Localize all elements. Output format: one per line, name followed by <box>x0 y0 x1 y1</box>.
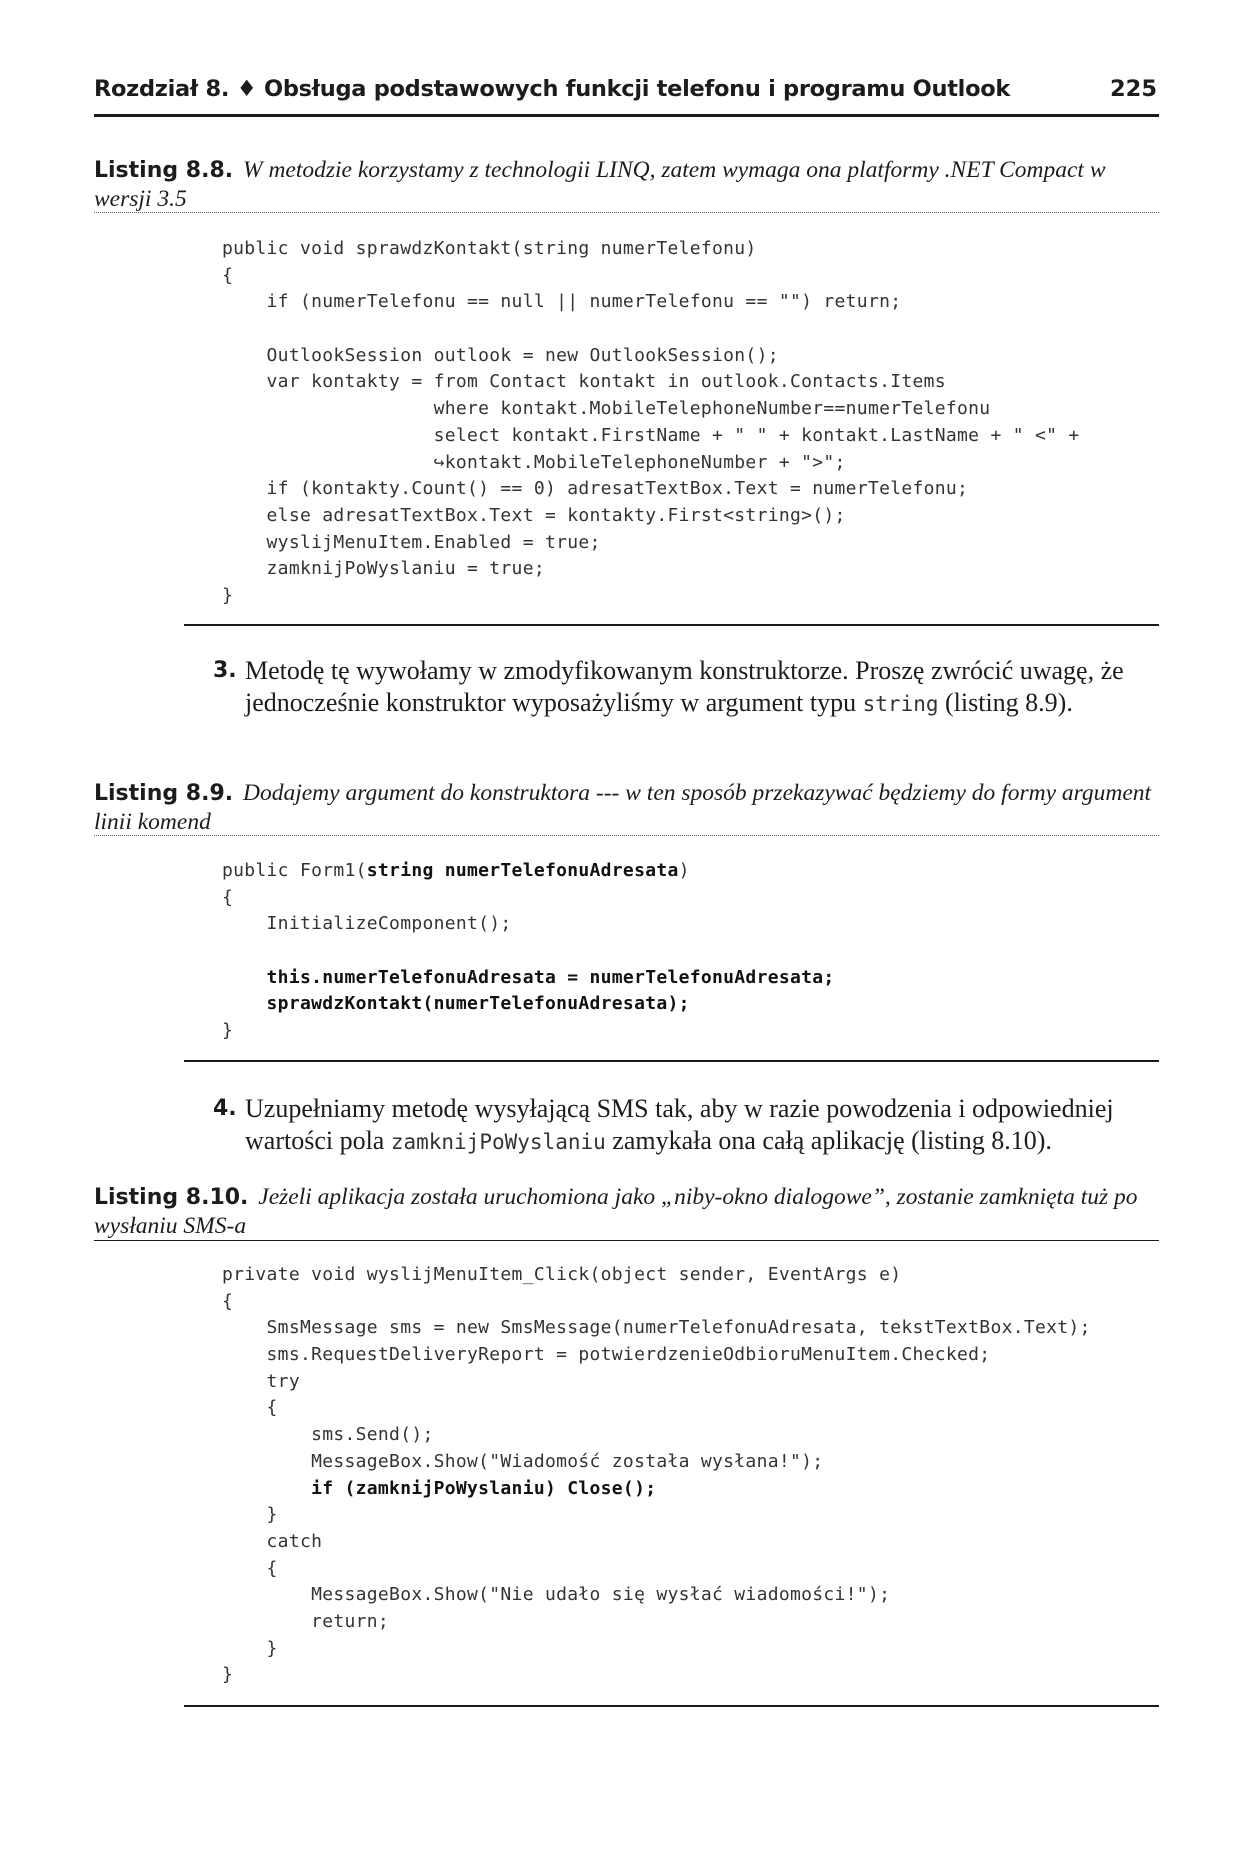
listing-8-10-code <box>222 1262 1152 1689</box>
listing-8-9-caption <box>94 779 1159 836</box>
listing-label: Listing 8.10. <box>94 1185 249 1210</box>
code-line: { <box>222 1290 234 1312</box>
running-header <box>94 74 1159 117</box>
step-3-paragraph <box>213 655 1158 720</box>
code-line: wyslijMenuItem.Enabled = true; <box>222 531 601 553</box>
code-line: return; <box>222 1610 390 1632</box>
code-line: InitializeComponent(); <box>222 913 512 935</box>
listing-label: Listing 8.9. <box>94 781 234 806</box>
code-line: } <box>222 584 234 606</box>
code-line: public Form1(string numerTelefonuAdresata) <box>222 860 690 881</box>
code-line: if (kontakty.Count() == 0) adresatTextBox.Text = numerTelefonu; <box>222 478 969 500</box>
code-line <box>222 316 1152 343</box>
step-number: 4. <box>213 1096 237 1121</box>
code-line: public void sprawdzKontakt(string numerTelefonu) <box>222 238 757 259</box>
listing-caption-text: Dodajemy argument do konstruktora --- w ten sposób przekazywać będziemy do formy argument linii komend <box>94 780 1152 835</box>
code-line: catch <box>222 1530 323 1552</box>
code-line: { <box>222 1397 278 1419</box>
code-line: MessageBox.Show("Nie udało się wysłać wiadomości!"); <box>222 1584 891 1606</box>
listing-end-rule <box>184 624 1159 626</box>
code-line: where kontakt.MobileTelephoneNumber==numerTelefonu <box>222 398 991 420</box>
step-text: Uzupełniamy metodę wysyłającą SMS tak, aby w razie powodzenia i odpowiedniej wartości pola zamknijPoWyslaniu zamykała ona całą aplikację (listing 8.10). <box>245 1094 1114 1155</box>
code-line: ↪kontakt.MobileTelephoneNumber + ">"; <box>222 451 846 473</box>
listing-label: Listing 8.8. <box>94 158 234 183</box>
listing-8-9-code <box>222 858 1152 1045</box>
code-line: { <box>222 1557 278 1579</box>
caption-divider <box>94 1240 1159 1241</box>
code-line: this.numerTelefonuAdresata = numerTelefonuAdresata; <box>222 966 835 988</box>
listing-end-rule <box>184 1705 1159 1707</box>
code-line <box>222 938 1152 965</box>
listing-8-8-code <box>222 236 1152 610</box>
code-line: if (numerTelefonu == null || numerTelefonu == "") return; <box>222 291 902 313</box>
code-line: } <box>222 1637 278 1659</box>
code-line: sms.Send(); <box>222 1424 434 1446</box>
page-number: 225 <box>1110 76 1157 102</box>
listing-caption-text: Jeżeli aplikacja została uruchomiona jako „niby-okno dialogowe”, zostanie zamknięta tuż po wysłaniu SMS-a <box>94 1184 1138 1239</box>
code-line: SmsMessage sms = new SmsMessage(numerTelefonuAdresata, tekstTextBox.Text); <box>222 1317 1091 1339</box>
code-line: if (zamknijPoWyslaniu) Close(); <box>222 1477 657 1499</box>
code-line: MessageBox.Show("Wiadomość została wysłana!"); <box>222 1450 824 1472</box>
code-line: sms.RequestDeliveryReport = potwierdzenieOdbioruMenuItem.Checked; <box>222 1344 991 1366</box>
code-line: { <box>222 886 234 908</box>
code-line: else adresatTextBox.Text = kontakty.First<string>(); <box>222 504 846 526</box>
listing-end-rule <box>184 1060 1159 1062</box>
step-text: Metodę tę wywołamy w zmodyfikowanym konstruktorze. Proszę zwrócić uwagę, że jednocześnie konstruktor wyposażyliśmy w argument typu string (listing 8.9). <box>245 656 1124 717</box>
code-line: var kontakty = from Contact kontakt in outlook.Contacts.Items <box>222 371 946 393</box>
step-4-paragraph <box>213 1093 1158 1158</box>
code-line: zamknijPoWyslaniu = true; <box>222 558 545 580</box>
code-line: } <box>222 1020 234 1042</box>
listing-caption-text: W metodzie korzystamy z technologii LINQ, zatem wymaga ona platformy .NET Compact w wersji 3.5 <box>94 157 1106 212</box>
chapter-title: Rozdział 8. ♦ Obsługa podstawowych funkcji telefonu i programu Outlook <box>94 76 1011 102</box>
listing-8-8-caption <box>94 156 1159 213</box>
code-line: sprawdzKontakt(numerTelefonuAdresata); <box>222 993 690 1015</box>
code-line: } <box>222 1504 278 1526</box>
inline-code: string <box>862 692 939 716</box>
code-line: private void wyslijMenuItem_Click(object sender, EventArgs e) <box>222 1264 902 1285</box>
inline-code: zamknijPoWyslaniu <box>390 1130 606 1154</box>
code-line: OutlookSession outlook = new OutlookSession(); <box>222 344 779 366</box>
code-line: } <box>222 1664 234 1686</box>
code-line: try <box>222 1370 300 1392</box>
caption-divider <box>94 835 1159 836</box>
code-line: select kontakt.FirstName + " " + kontakt.LastName + " <" + <box>222 424 1080 446</box>
listing-8-10-caption <box>94 1183 1159 1240</box>
code-line: { <box>222 264 234 286</box>
step-number: 3. <box>213 658 237 683</box>
caption-divider <box>94 212 1159 213</box>
